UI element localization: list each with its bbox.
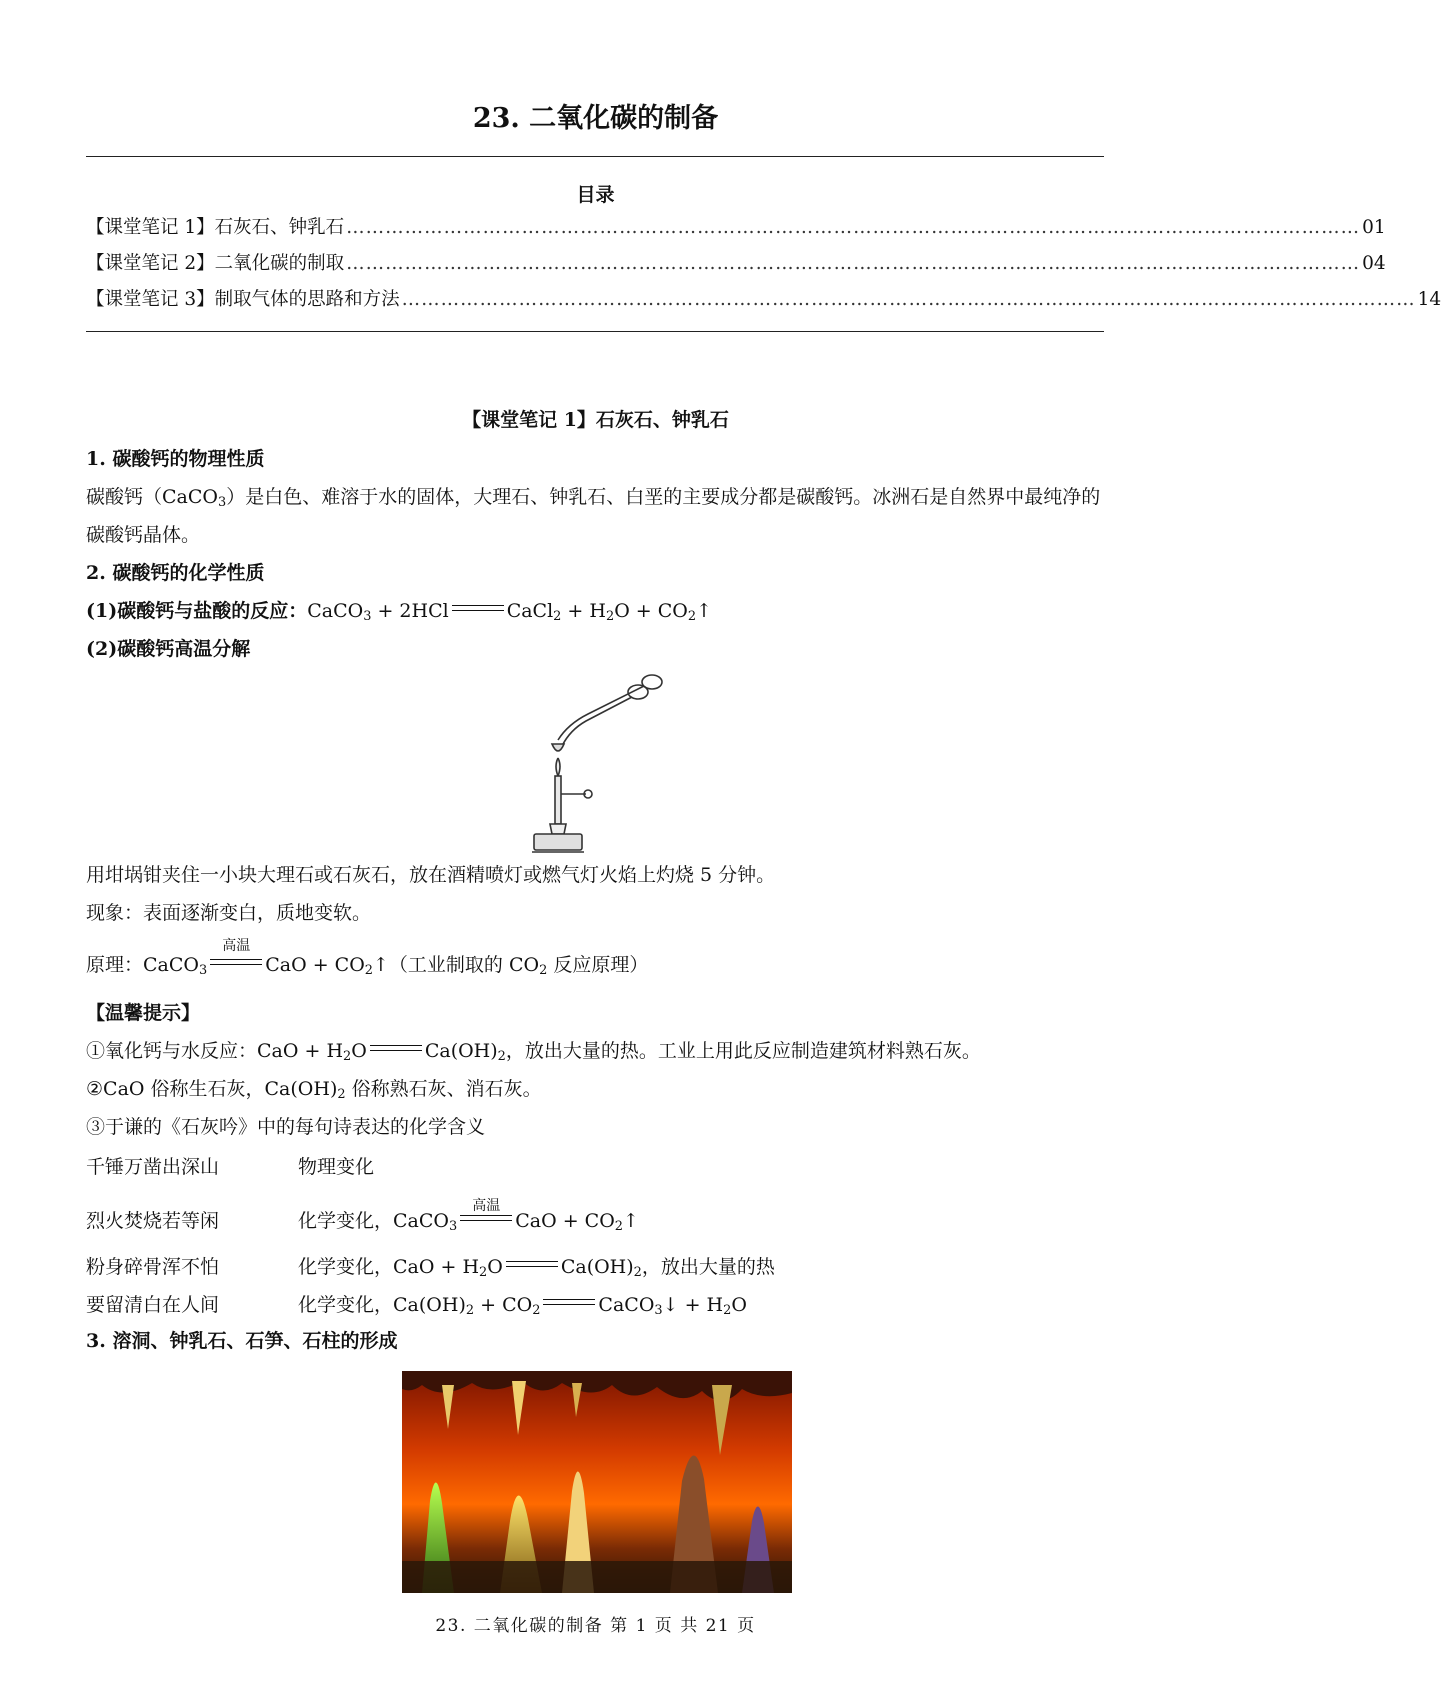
- poem-meaning: 化学变化，CaO + $H_2O$ $Ca(OH)_2$，放出大量的热: [298, 1256, 775, 1281]
- subheading-physical-properties: 1. 碳酸钙的物理性质: [86, 448, 265, 470]
- toc-item-label: 【课堂笔记 3】制取气体的思路和方法: [86, 289, 400, 310]
- principle-equation: 原理：CaCO$_3$ 高温 CaO + $CO_2↑$（工业制取的 $CO_2$ 反应原理）: [86, 938, 649, 979]
- toc-leader-dots: …………………………………………………………………………………………………………………………………………: [401, 289, 1416, 310]
- tip-2: ②CaO 俗称生石灰，$Ca(OH)_2$ 俗称熟石灰、消石灰。: [86, 1078, 542, 1103]
- poem-line: 烈火焚烧若等闲: [86, 1210, 220, 1232]
- toc-item-label: 【课堂笔记 1】石灰石、钟乳石: [86, 217, 345, 238]
- poem-line: 粉身碎骨浑不怕: [86, 1256, 220, 1278]
- section-heading: 【课堂笔记 1】石灰石、钟乳石: [462, 409, 729, 431]
- toc-heading: 目录: [576, 184, 615, 206]
- toc-item-page: 14: [1417, 289, 1441, 310]
- divider-top: [86, 156, 1104, 157]
- paragraph-calcium-carbonate: 碳酸钙（CaCO$_3$）是白色、难溶于水的固体，大理石、钟乳石、白垩的主要成分都是碳酸钙。冰洲石是自然界中最纯净的碳酸钙晶体。: [86, 486, 1101, 546]
- poem-line: 千锤万凿出深山: [86, 1156, 220, 1178]
- toc-item[interactable]: [86, 285, 1441, 311]
- crucible-tongs-burner-figure: [528, 666, 668, 856]
- subheading-decomposition: (2)碳酸钙高温分解: [86, 638, 251, 660]
- tip-1: ①氧化钙与水反应：CaO + $H_2O$ $Ca(OH)_2$，放出大量的热。工业上用此反应制造建筑材料熟石灰。: [86, 1040, 981, 1065]
- page-footer: 23. 二氧化碳的制备 第 1 页 共 21 页: [435, 1616, 756, 1636]
- poem-meaning: 化学变化，$Ca(OH)_2 + CO_2$ CaCO$_3$↓ + $H_2O$: [298, 1294, 747, 1319]
- toc-leader-dots: …………………………………………………………………………………………………………………………………………: [346, 217, 1361, 238]
- poem-line: 要留清白在人间: [86, 1294, 220, 1316]
- subheading-cave-formation: 3. 溶洞、钟乳石、石笋、石柱的形成: [86, 1330, 398, 1352]
- poem-row: [86, 1290, 747, 1319]
- poem-meaning: 物理变化: [298, 1156, 375, 1178]
- toc-item[interactable]: [86, 249, 1386, 275]
- poem-meaning: 化学变化，CaCO$_3$ 高温 CaO + $CO_2↑$: [298, 1198, 639, 1235]
- page-title: 23. 二氧化碳的制备: [472, 103, 719, 134]
- karst-cave-photo: [402, 1371, 792, 1593]
- poem-row: [86, 1152, 375, 1179]
- experiment-description: 用坩埚钳夹住一小块大理石或石灰石，放在酒精喷灯或燃气灯火焰上灼烧 5 分钟。: [86, 864, 776, 886]
- divider-bottom: [86, 331, 1104, 332]
- toc-item-page: 01: [1362, 217, 1386, 238]
- poem-row: [86, 1198, 639, 1235]
- poem-row: [86, 1252, 775, 1281]
- toc-leader-dots: …………………………………………………………………………………………………………………………………………: [346, 253, 1361, 274]
- equation-hcl-reaction: (1)碳酸钙与盐酸的反应：CaCO$_3$ + 2HCl CaCl$_2$ + $H_2O$ + $CO_2↑$: [86, 600, 713, 625]
- tip-3: ③于谦的《石灰吟》中的每句诗表达的化学含义: [86, 1116, 486, 1138]
- toc-item-page: 04: [1362, 253, 1386, 274]
- toc-item-label: 【课堂笔记 2】二氧化碳的制取: [86, 253, 345, 274]
- tips-heading: 【温馨提示】: [86, 1002, 201, 1024]
- toc-item[interactable]: [86, 213, 1386, 239]
- subheading-chemical-properties: 2. 碳酸钙的化学性质: [86, 562, 265, 584]
- phenomenon-text: 现象：表面逐渐变白，质地变软。: [86, 902, 372, 924]
